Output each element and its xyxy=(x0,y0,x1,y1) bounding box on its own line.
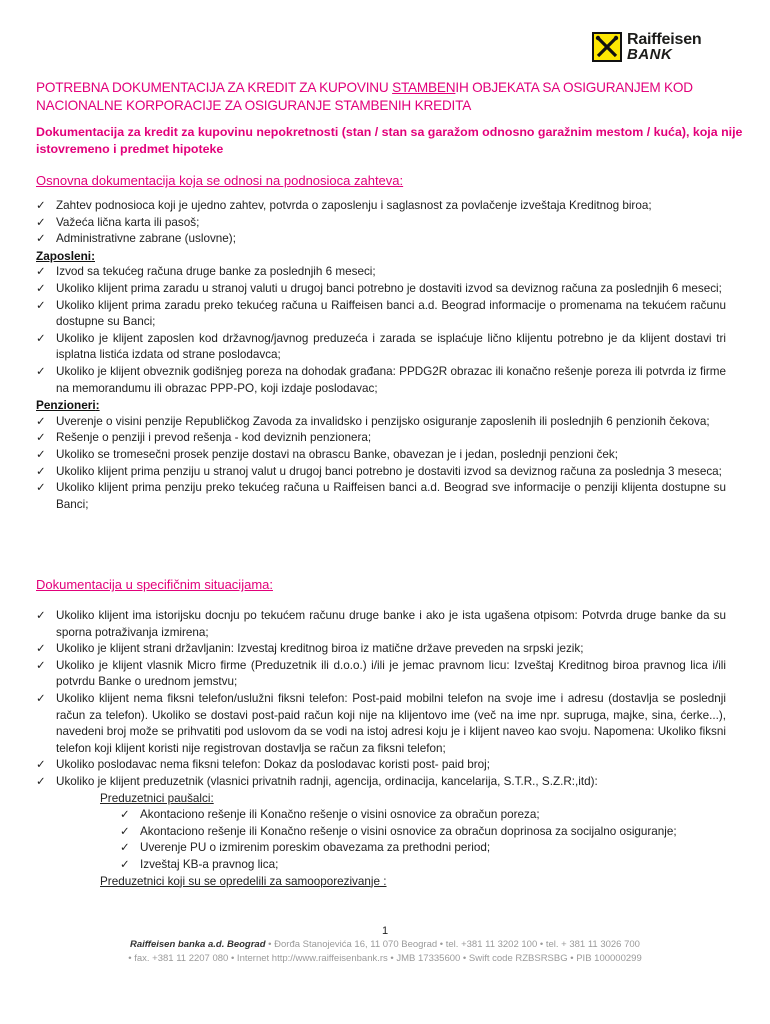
check-icon: ✓ xyxy=(36,482,46,495)
list-item xyxy=(36,658,726,691)
list-item xyxy=(36,807,726,824)
check-icon: ✓ xyxy=(36,643,46,656)
list-item xyxy=(36,641,726,658)
list-item-text: Zahtev podnosioca koji je ujedno zahtev, potvrda o zaposlenju i saglasnost za povlačenje izveštaja Kreditnog biroa; xyxy=(56,199,652,212)
pensioners-label: Penzioneri: xyxy=(36,398,100,413)
check-icon: ✓ xyxy=(36,365,46,378)
list-item xyxy=(36,298,726,331)
document-title: POTREBNA DOKUMENTACIJA ZA KREDIT ZA KUPOVINU STAMBENIH OBJEKATA SA OSIGURANJEM KOD NACIONALNE KORPORACIJE ZA OSIGURANJE STAMBENIH KREDITA xyxy=(36,80,693,113)
list-item-text: Ukoliko klijent prima zaradu u stranoj valuti u drugoj banci potrebno je dostaviti izvod sa deviznog računa za poslednjih 6 meseci; xyxy=(56,281,722,295)
list-item xyxy=(36,857,726,874)
list-item-text: Ukoliko je klijent obveznik godišnjeg poreza na dohodak građana: PPDG2R obrazac ili konačno rešenje poreza ili potvrda iz firme na memorandumu ili obrazac PPP-PO, koji izdaje poslodavac; xyxy=(56,364,726,395)
section1-list xyxy=(36,198,726,513)
page-number: 1 xyxy=(381,925,389,937)
check-icon: ✓ xyxy=(36,448,46,461)
check-icon: ✓ xyxy=(36,432,46,445)
logo-line2: BANK xyxy=(627,46,673,63)
list-item-text: Izvod sa tekućeg računa druge banke za poslednjih 6 meseci; xyxy=(56,265,376,279)
list-item xyxy=(36,430,726,447)
check-icon: ✓ xyxy=(36,692,46,705)
list-item-text: Ukoliko je klijent preduzetnik (vlasnici privatnih radnji, agencija, ordinacija, kancelarija, S.T.R., S.Z.R:,itd): xyxy=(56,774,598,788)
check-icon: ✓ xyxy=(36,610,46,622)
check-icon: ✓ xyxy=(36,759,46,772)
list-item xyxy=(36,264,726,281)
list-item-text: Ukoliko klijent prima penziju u stranoj valut u drugoj banci potrebno je dostaviti izvod sa deviznog računa za poslednja 3 meseca; xyxy=(56,464,722,478)
list-item-text: Ukoliko klijent prima zaradu preko tekućeg računa u Raiffeisen banci a.d. Beograd informacije o promenama na tekućem računu dostupne su Banci; xyxy=(56,298,726,329)
section2-list xyxy=(36,608,726,890)
logo-line1: Raiffeisen xyxy=(627,31,702,48)
list-item xyxy=(36,774,726,791)
check-icon: ✓ xyxy=(120,842,130,855)
list-item xyxy=(36,464,726,481)
list-item-text: Ukoliko se tromesečni prosek penzije dostavi na obrascu Banke, obavezan je i jedan, poslednji penzioni ček; xyxy=(56,447,618,461)
list-item-text: Ukoliko je klijent zaposlen kod državnog/javnog preduzeća i zarada se isplaćuje lično klijentu potrebno je da klijent dostavi tri isplatna listića izdata od strane poslodavca; xyxy=(56,331,726,362)
check-icon: ✓ xyxy=(120,809,130,822)
list-item-text: Važeća lična karta ili pasoš; xyxy=(56,215,200,229)
check-icon: ✓ xyxy=(36,216,46,229)
employed-label: Zaposleni: xyxy=(36,248,95,263)
section2-heading: Dokumentacija u specifičnim situacijama: xyxy=(36,577,273,592)
check-icon: ✓ xyxy=(36,282,46,295)
list-item-text: Uverenje PU o izmirenim poreskim obavezama za prethodni period; xyxy=(140,841,491,855)
list-item-text: Ukoliko klijent nema fiksni telefon/uslužni fiksni telefon: Post-paid mobilni telefon na svoje ime i adresu (dostavlja se poslednji račun za telefon). Ukoliko se dostavi post-paid račun koji nije na klijentovo ime (več na ime npr. supruga, majke, sina, ćerke...), navedeni broj može se prihvatiti pod uslovom da se vodi na istoj adresi koju je i klijent naveo kao svoju. Napomena: Ukoliko fiksni telefon koji klijent koristi nije registrovan dostavlja se račun za fiksni telefon; xyxy=(56,691,726,755)
check-icon: ✓ xyxy=(36,775,46,788)
list-item-text: Akontaciono rešenje ili Konačno rešenje o visini osnovice za obračun doprinosa za socijalno osiguranje; xyxy=(140,824,677,838)
list-item xyxy=(36,281,726,298)
list-item xyxy=(36,757,726,774)
list-item-text: Ukoliko je klijent strani državljanin: Izvestaj kreditnog biroa iz matične države preveden na srpski jezik; xyxy=(56,642,584,656)
paushal-title: Preduzetnici paušalci: xyxy=(100,791,214,805)
self-tax-title: Preduzetnici koji su se opredelili za samooporezivanje : xyxy=(100,874,387,888)
list-item xyxy=(36,447,726,464)
check-icon: ✓ xyxy=(36,415,46,428)
list-item-text: Akontaciono rešenje ili Konačno rešenje o visini osnovice za obračun poreza; xyxy=(140,808,540,822)
list-item-text: Ukoliko je klijent vlasnik Micro firme (Preduzetnik ili d.o.o.) i/ili je jemac pravnom licu: Izveštaj Kreditnog biroa pravnog lica i/ili potvrdu Banke o urednom jemstvu; xyxy=(56,658,726,689)
list-item xyxy=(36,414,726,431)
list-item xyxy=(36,364,726,397)
list-item xyxy=(36,691,726,757)
list-item xyxy=(36,840,726,857)
check-icon: ✓ xyxy=(120,825,130,838)
check-icon: ✓ xyxy=(36,332,46,345)
check-icon: ✓ xyxy=(120,858,130,871)
list-item-text: Izveštaj KB-a pravnog lica; xyxy=(140,857,279,871)
footer-line2: • fax. +381 11 2207 080 • Internet http://www.raiffeisenbank.rs • JMB 17335600 • Swift code RZBSRSBG • PIB 100000299 xyxy=(128,953,642,964)
list-item xyxy=(36,824,726,841)
check-icon: ✓ xyxy=(36,200,46,212)
list-item xyxy=(36,331,726,364)
raiffeisen-logo xyxy=(592,28,701,66)
list-item xyxy=(36,231,726,248)
footer-line1: Raiffeisen banka a.d. Beograd • Đorđa Stanojevića 16, 11 070 Beograd • tel. +381 11 3202 100 • tel. + 381 11 3026 700 xyxy=(130,939,640,950)
list-item-text: Rešenje o penziji i prevod rešenja - kod deviznih penzionera; xyxy=(56,431,372,445)
gable-cross-icon xyxy=(592,32,622,62)
list-item-text: Uverenje o visini penzije Republičkog Zavoda za invalidsko i penzijsko osiguranje zaposlenih ili poslednjih 6 penzionih čekova; xyxy=(56,414,710,428)
check-icon: ✓ xyxy=(36,659,46,672)
list-item xyxy=(36,608,726,641)
document-subtitle: Dokumentacija za kredit za kupovinu nepokretnosti (stan / stan sa garažom odnosno garažnim mestom / kuća), koja nije istovremeno i predmet hipoteke xyxy=(36,125,743,156)
list-item-text: Administrativne zabrane (uslovne); xyxy=(56,232,236,246)
list-item xyxy=(36,215,726,232)
list-item-text: Ukoliko poslodavac nema fiksni telefon: Dokaz da poslodavac koristi post- paid broj; xyxy=(56,758,490,772)
list-item xyxy=(36,198,726,215)
list-item-text: Ukoliko klijent prima penziju preko tekućeg računa u Raiffeisen banci a.d. Beograd sve informacije o penziji klijenta dostupne su Banci; xyxy=(56,481,726,511)
list-item-text: Ukoliko klijent ima istorijsku docnju po tekućem računu druge banke i ako je ista ugašena otpisom: Potvrda druge banke da su sporna potraživanja izmirena; xyxy=(56,609,726,639)
check-icon: ✓ xyxy=(36,465,46,478)
check-icon: ✓ xyxy=(36,233,46,246)
check-icon: ✓ xyxy=(36,299,46,312)
section1-heading: Osnovna dokumentacija koja se odnosi na podnosioca zahteva: xyxy=(36,173,404,188)
list-item xyxy=(36,480,726,513)
check-icon: ✓ xyxy=(36,266,46,279)
